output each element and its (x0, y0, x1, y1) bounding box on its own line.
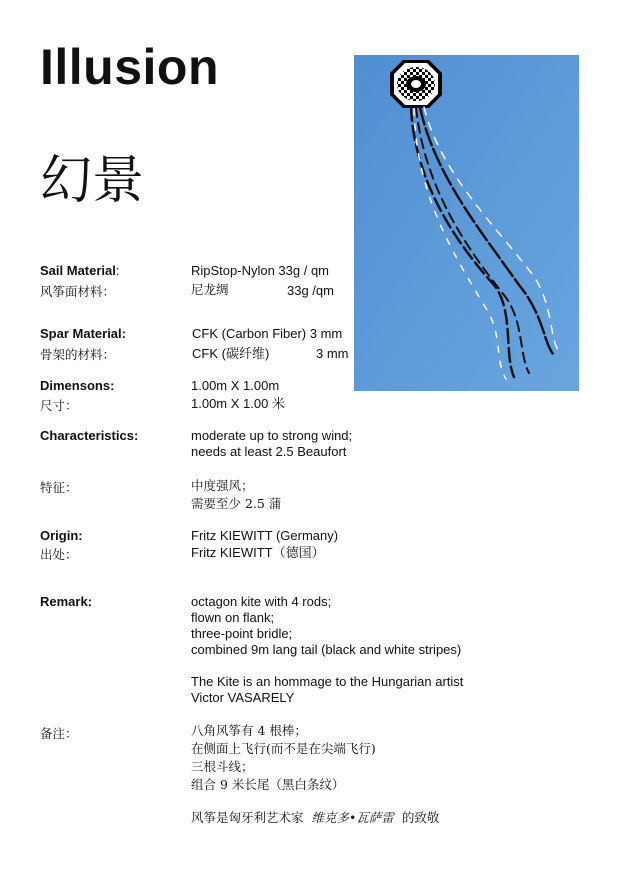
page-title-chinese: 幻景 (40, 151, 145, 211)
hommage-text-chinese (191, 809, 439, 827)
origin-value: Fritz KIEWITT (Germany) (191, 528, 339, 543)
remark-line-chinese: 八角风筝有 4 根棒； (191, 723, 307, 738)
origin-label-chinese: 出处： (40, 547, 78, 562)
sail-material-weight-chinese: 33g /qm (287, 283, 334, 298)
sail-material-label (40, 263, 120, 278)
dimensions-value: 1.00m X 1.00m (191, 378, 280, 393)
origin-value-chinese: Fritz KIEWITT（德国） (191, 545, 325, 560)
spar-material-size-chinese: 3 mm (316, 346, 349, 361)
characteristics-line: moderate up to strong wind; (191, 428, 353, 443)
remark-line: three-point bridle; (191, 626, 293, 641)
sail-material-label-text: Sail Material (40, 263, 116, 278)
spar-material-label-chinese: 骨架的材料： (40, 347, 116, 362)
dimensions-value-chinese: 1.00m X 1.00 米 (191, 396, 285, 411)
sail-material-label-chinese: 风筝面材料： (40, 284, 116, 299)
hommage-text (191, 674, 463, 706)
remark-value (191, 594, 461, 658)
characteristics-value (191, 428, 352, 460)
sail-material-label-colon: : (115, 263, 120, 278)
remark-line-chinese: 三根斗线； (191, 759, 254, 774)
spar-material-value-chinese: CFK (碳纤维) (192, 346, 270, 361)
hommage-line: The Kite is an hommage to the Hungarian artist (191, 674, 464, 689)
origin-label: Origin: (40, 528, 83, 543)
kite-photo (354, 55, 579, 391)
characteristics-line-chinese: 需要至少 2.5 蒲 (191, 496, 282, 511)
remark-line: combined 9m lang tail (black and white stripes) (191, 642, 462, 657)
remark-value-chinese (191, 722, 376, 794)
sail-material-value: RipStop-Nylon 33g / qm (191, 263, 330, 278)
characteristics-line: needs at least 2.5 Beaufort (191, 444, 347, 459)
characteristics-label: Characteristics: (40, 428, 139, 443)
page-title: Illusion (40, 39, 219, 95)
spar-material-value: CFK (Carbon Fiber) 3 mm (192, 326, 343, 341)
remark-line: flown on flank; (191, 610, 275, 625)
spar-material-label: Spar Material: (40, 326, 126, 341)
kite-sail (390, 60, 442, 108)
sail-material-value-chinese: 尼龙绸 (191, 282, 229, 297)
remark-line-chinese: 组合 9 米长尾（黑白条纹） (191, 777, 345, 792)
artist-name-chinese: 维克多•瓦萨雷 (311, 810, 394, 825)
hommage-line: Victor VASARELY (191, 690, 295, 705)
hommage-post-chinese: 的致敬 (401, 810, 440, 825)
hommage-pre-chinese: 风筝是匈牙利艺术家 (191, 810, 304, 825)
dimensions-label: Dimensons: (40, 378, 115, 393)
remark-line-chinese: 在侧面上飞行(而不是在尖端飞行) (191, 741, 376, 756)
dimensions-label-chinese: 尺寸： (40, 398, 78, 413)
remark-label: Remark: (40, 594, 93, 609)
remark-label-chinese: 备注： (40, 726, 78, 741)
characteristics-label-chinese: 特征： (40, 480, 78, 495)
characteristics-line-chinese: 中度强风； (191, 478, 254, 493)
characteristics-value-chinese (191, 477, 281, 513)
remark-line: octagon kite with 4 rods; (191, 594, 332, 609)
